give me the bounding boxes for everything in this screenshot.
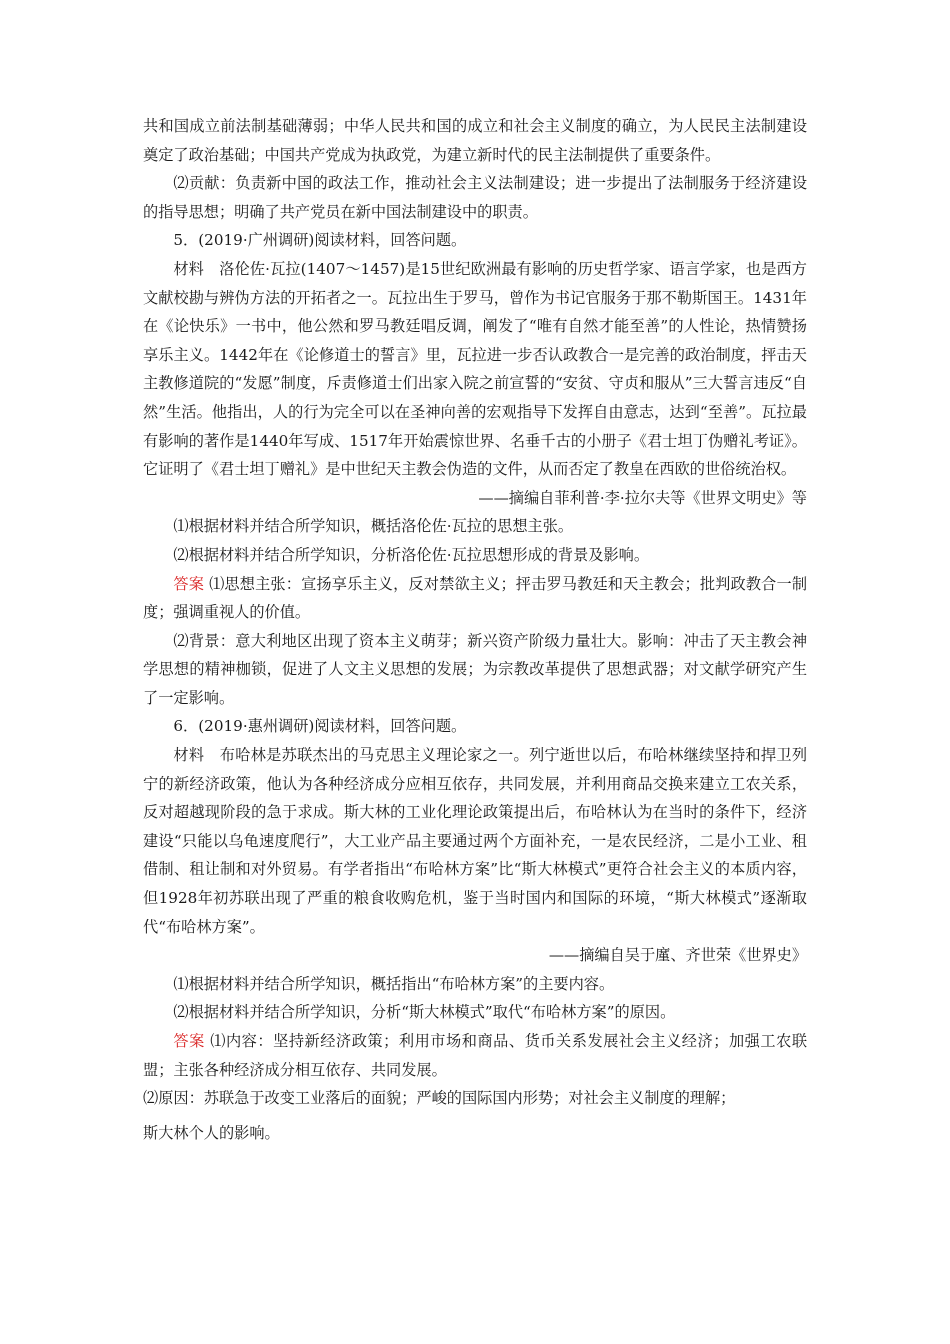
answer-label: 答案 bbox=[173, 574, 205, 593]
document-page bbox=[143, 112, 807, 1147]
question-6-title: 6．(2019·惠州调研)阅读材料，回答问题。 bbox=[173, 717, 467, 736]
question-6-source: ——摘编自吴于廑、齐世荣《世界史》 bbox=[548, 946, 807, 965]
question-5-title: 5．(2019·广州调研)阅读材料，回答问题。 bbox=[173, 231, 467, 250]
question-5-answer-2: ⑵背景：意大利地区出现了资本主义萌芽；新兴资产阶级力量壮大。影响：冲击了天主教会神学思想的精神枷锁，促进了人文主义思想的发展；为宗教改革提供了思想武器；对文献学研究产生了一定影响。 bbox=[143, 631, 807, 707]
question-5-part-1: ⑴根据材料并结合所学知识，概括洛伦佐·瓦拉的思想主张。 bbox=[173, 517, 574, 536]
answer-text: ⑴内容：坚持新经济政策；利用市场和商品、货币关系发展社会主义经济；加强工农联盟；主张各种经济成分相互依存、共同发展。 bbox=[143, 1032, 808, 1079]
paragraph-legal-foundation: 共和国成立前法制基础薄弱；中华人民共和国的成立和社会主义制度的确立，为人民民主法制建设奠定了政治基础；中国共产党成为执政党，为建立新时代的民主法制提供了重要条件。 bbox=[143, 117, 807, 164]
question-6-part-2: ⑵根据材料并结合所学知识，分析“斯大林模式”取代“布哈林方案”的原因。 bbox=[173, 1003, 676, 1022]
question-5-part-2: ⑵根据材料并结合所学知识，分析洛伦佐·瓦拉思想形成的背景及影响。 bbox=[173, 545, 650, 564]
question-6-answer-1 bbox=[143, 1027, 807, 1084]
answer-label: 答案 bbox=[173, 1032, 205, 1050]
question-6-material: 材料 布哈林是苏联杰出的马克思主义理论家之一。列宁逝世以后，布哈林继续坚持和捍卫列宁的新经济政策，他认为各种经济成分应相互依存，共同发展，并利用商品交换来建立工农关系，反对超越现阶段的急于求成。斯大林的工业化理论政策提出后，布哈林认为在当时的条件下，经济建设“只能以乌龟速度爬行”，大工业产品主要通过两个方面补充，一是农民经济，二是小工业、租借制、租让制和对外贸易。有学者指出“布哈林方案”比“斯大林模式”更符合社会主义的本质内容，但1928年初苏联出现了严重的粮食收购危机，鉴于当时国内和国际的环境，“斯大林模式”逐渐取代“布哈林方案”。 bbox=[143, 746, 807, 936]
question-5-source: ——摘编自菲利普·李·拉尔夫等《世界文明史》等 bbox=[478, 488, 807, 507]
question-6-part-1: ⑴根据材料并结合所学知识，概括指出“布哈林方案”的主要内容。 bbox=[173, 974, 615, 993]
paragraph-contribution: ⑵贡献：负责新中国的政法工作，推动社会主义法制建设；进一步提出了法制服务于经济建设的指导思想；明确了共产党员在新中国法制建设中的职责。 bbox=[143, 174, 807, 221]
answer-text: ⑴思想主张：宣扬享乐主义，反对禁欲主义；抨击罗马教廷和天主教会；批判政教合一制度；强调重视人的价值。 bbox=[143, 574, 808, 622]
question-5-answer-1 bbox=[143, 570, 807, 627]
question-6-answer-2: ⑵原因：苏联急于改变工业落后的面貌；严峻的国际国内形势；对社会主义制度的理解； bbox=[143, 1089, 736, 1108]
question-5-material: 材料 洛伦佐·瓦拉(1407～1457)是15世纪欧洲最有影响的历史哲学家、语言学家，也是西方文献校勘与辨伪方法的开拓者之一。瓦拉出生于罗马，曾作为书记官服务于那不勒斯国王。1431年在《论快乐》一书中，他公然和罗马教廷唱反调，阐发了“唯有自然才能至善”的人性论，热情赞扬享乐主义。1442年在《论修道士的誓言》里，瓦拉进一步否认政教合一是完善的政治制度，抨击天主教修道院的“发愿”制度，斥责修道士们出家入院之前宣誓的“安贫、守贞和服从”三大誓言违反“自然”生活。他指出，人的行为完全可以在圣神向善的宏观指导下发挥自由意志，达到“至善”。瓦拉最有影响的著作是1440年写成、1517年开始震惊世界、名垂千古的小册子《君士坦丁伪赠礼考证》。它证明了《君士坦丁赠礼》是中世纪天主教会伪造的文件，从而否定了教皇在西欧的世俗统治权。 bbox=[143, 259, 807, 479]
question-6-answer-2-continued: 斯大林个人的影响。 bbox=[143, 1123, 280, 1142]
